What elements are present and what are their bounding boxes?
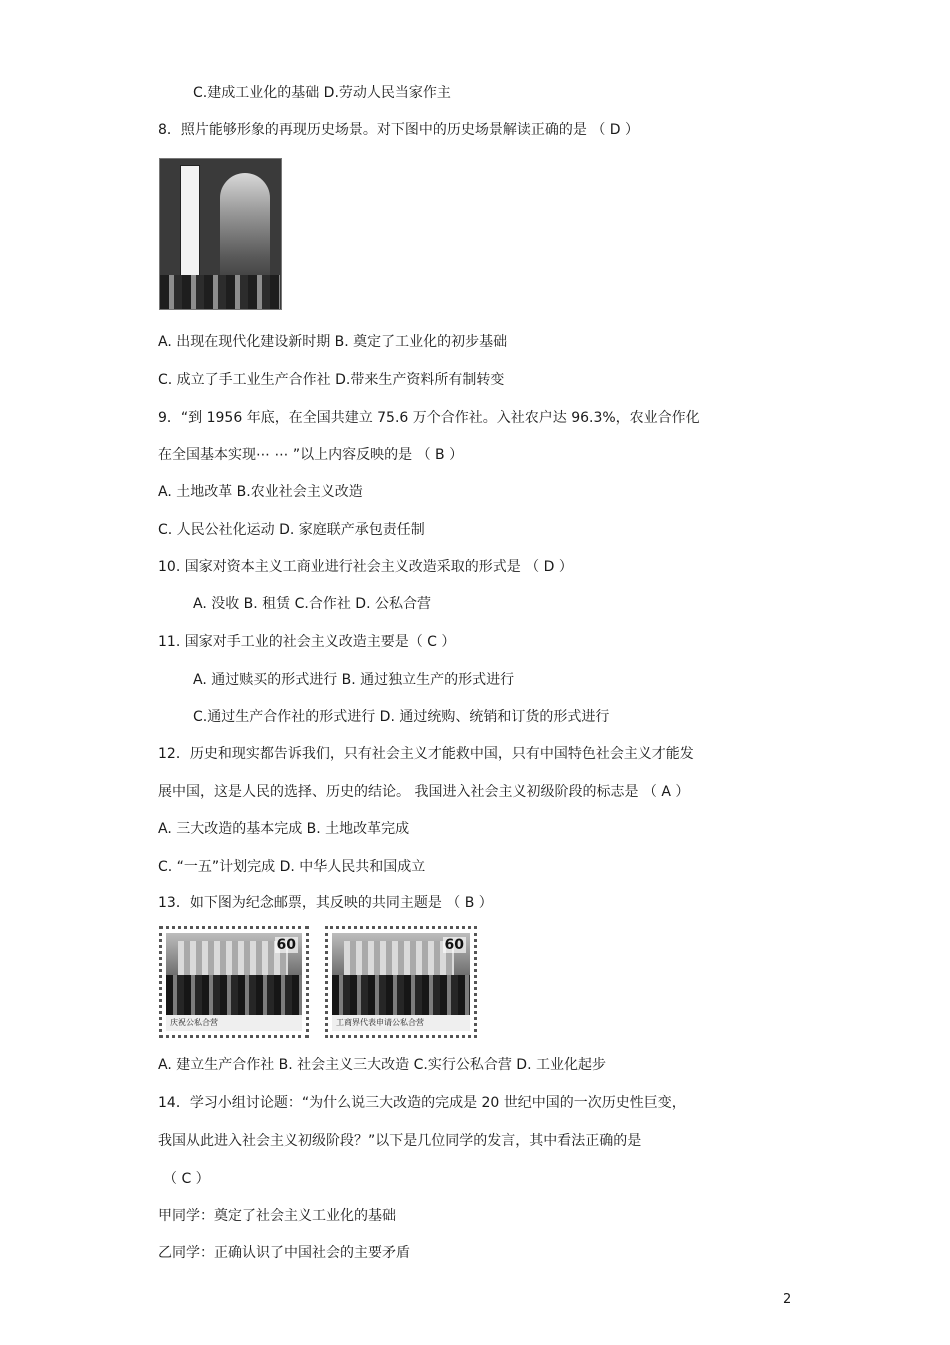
- q12-options-ab: A. 三大改造的基本完成 B. 土地改革完成: [158, 821, 410, 837]
- q14-stem-line2: 我国从此进入社会主义初级阶段？”以下是几位同学的发言，其中看法正确的是: [158, 1133, 642, 1149]
- stamp-crowd: [332, 975, 470, 1015]
- q10-options: A. 没收 B. 租赁 C.合作社 D. 公私合营: [193, 596, 431, 612]
- q10-stem: 10. 国家对资本主义工商业进行社会主义改造采取的形式是 （ D ）: [158, 559, 573, 575]
- q11-stem: 11. 国家对手工业的社会主义改造主要是（ C ）: [158, 634, 456, 650]
- q11-options-cd: C.通过生产合作社的形式进行 D. 通过统购、统销和订货的形式进行: [193, 709, 610, 725]
- stamp-face-value: 60: [444, 937, 464, 953]
- q9-options-ab: A. 土地改革 B.农业社会主义改造: [158, 484, 363, 500]
- q9-stem-line1: 9．“到 1956 年底，在全国共建立 75.6 万个合作社。入社农户达 96.3%，农业合作化: [158, 410, 700, 426]
- stamp-crowd: [166, 975, 302, 1015]
- photo-banner: [180, 165, 200, 285]
- q13-options: A. 建立生产合作社 B. 社会主义三大改造 C.实行公私合营 D. 工业化起步: [158, 1057, 606, 1073]
- q9-stem-line2: 在全国基本实现⋯ ⋯ ”以上内容反映的是 （ B ）: [158, 447, 464, 463]
- q8-historical-photo: [159, 158, 282, 310]
- q9-options-cd: C. 人民公社化运动 D. 家庭联产承包责任制: [158, 522, 425, 538]
- q14-student-a: 甲同学：奠定了社会主义工业化的基础: [158, 1208, 396, 1224]
- q8-options-cd: C. 成立了手工业生产合作社 D.带来生产资料所有制转变: [158, 372, 505, 388]
- q12-options-cd: C. “一五”计划完成 D. 中华人民共和国成立: [158, 859, 426, 875]
- q14-answer: （ C ）: [163, 1171, 210, 1187]
- q12-stem-line2: 展中国，这是人民的选择、历史的结论。 我国进入社会主义初级阶段的标志是 （ A ）: [158, 784, 690, 800]
- stamp-caption: 工商界代表申请公私合营: [332, 1015, 470, 1031]
- q14-student-b: 乙同学：正确认识了中国社会的主要矛盾: [158, 1245, 410, 1261]
- q13-stem: 13．如下图为纪念邮票，其反映的共同主题是 （ B ）: [158, 895, 493, 911]
- q13-stamp-right: [325, 926, 477, 1038]
- stamp-caption: 庆祝公私合营: [166, 1015, 302, 1031]
- q7-options-cd: C.建成工业化的基础 D.劳动人民当家作主: [193, 85, 451, 101]
- q11-options-ab: A. 通过赎买的形式进行 B. 通过独立生产的形式进行: [193, 672, 515, 688]
- q14-stem-line1: 14．学习小组讨论题：“为什么说三大改造的完成是 20 世纪中国的一次历史性巨变，: [158, 1095, 686, 1111]
- q13-stamp-left: [159, 926, 309, 1038]
- stamp-face-value: 60: [276, 937, 296, 953]
- q8-options-ab: A. 出现在现代化建设新时期 B. 奠定了工业化的初步基础: [158, 334, 508, 350]
- q8-stem: 8．照片能够形象的再现历史场景。对下图中的历史场景解读正确的是 （ D ）: [158, 122, 640, 138]
- photo-crowd: [160, 275, 280, 309]
- page-number: 2: [783, 1292, 792, 1307]
- q12-stem-line1: 12．历史和现实都告诉我们，只有社会主义才能救中国，只有中国特色社会主义才能发: [158, 746, 694, 762]
